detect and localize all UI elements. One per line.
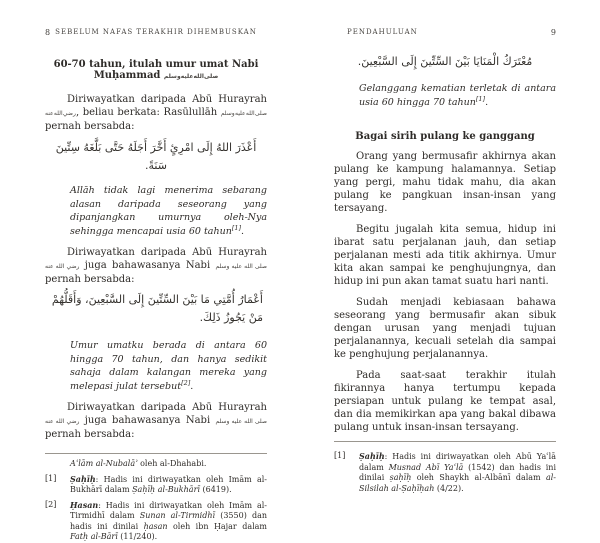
left-running-header xyxy=(45,28,267,39)
narration-2-text-2: juga bahawasanya Nabi xyxy=(79,260,216,271)
narration-3-text-2: juga bahawasanya Nabi xyxy=(79,415,216,426)
narration-paragraph-3 xyxy=(45,401,267,441)
left-footnotes xyxy=(45,453,267,543)
narration-3-text-3: pernah bersabda: xyxy=(45,429,135,440)
left-page-number: 8 xyxy=(45,28,51,37)
hadith-3-arabic: مُعْتَرَكُ الْمَنَايَا بَيْنَ السِّتِّينَ إِلَى السَّبْعِينَ. xyxy=(357,55,533,68)
right-page xyxy=(334,28,556,494)
hadith-2-translation xyxy=(70,339,267,393)
footnote-1-text xyxy=(70,474,267,496)
hadith-grade: Ṣaḥīḥ xyxy=(70,473,96,484)
hadith-1-arabic: أَعْذَرَ اللهُ إِلَى امْرِئٍ أَخَّرَ أَجَلَهُ حَتَّى بَلَّغَهُ سِتِّينَ سَنَةً. xyxy=(55,141,257,172)
footnote-1 xyxy=(334,451,556,494)
footnote-book-title: Fatḥ al-Bārī xyxy=(70,532,118,541)
hadith-grade-term: ḥasan xyxy=(143,521,168,531)
ra-honorific-icon: رضي الله عنه xyxy=(45,418,80,425)
narration-3-text: Diriwayatkan daripada Abū Hurayrah xyxy=(67,402,267,413)
hadith-3-translation xyxy=(359,82,556,109)
narration-paragraph-2 xyxy=(45,246,267,286)
footnote-2-body-3: oleh ibn Ḥajar dalam xyxy=(167,521,268,531)
narration-1-text-2: , beliau berkata: Rasūlullāh xyxy=(75,107,221,118)
footnote-1-body-2: (1542) dan hadis ini dinilai xyxy=(359,462,557,482)
body-paragraph-1: Orang yang bermusafir akhirnya akan pulang ke kampung halamannya. Setiap yang pergi, mahu tidak mahu, dia akan pulang ke pangkuan insan-insan yang tersayang. xyxy=(334,151,556,214)
narration-1-text-3: pernah bersabda: xyxy=(45,121,135,132)
sentence-period: . xyxy=(190,380,194,392)
hadith-grade: Ṣaḥīḥ xyxy=(359,451,385,461)
right-running-header xyxy=(334,28,556,39)
footnote-1-marker: [1] xyxy=(45,473,57,483)
left-page xyxy=(45,28,267,543)
saw-honorific-icon: صلى الله عليه وسلم xyxy=(220,110,267,117)
hadith-1-translation-text: Allāh tidak lagi menerima sebarang alasan daripada seseorang yang dipanjangkan umurnya oleh-Nya sehingga mencapai usia 60 tahun xyxy=(70,185,267,237)
footnote-continuation xyxy=(70,459,267,470)
hadith-grade: Ḥasan xyxy=(70,499,99,510)
footnote-book-title: Musnad Abī Yaʿlā xyxy=(388,462,464,472)
footnote-book-title: al-Silsilah al-Ṣaḥīḥah xyxy=(359,473,556,493)
narration-paragraph-1 xyxy=(45,93,267,133)
footnote-1-body-2: (6419). xyxy=(199,485,232,494)
narration-2-text: Diriwayatkan daripada Abū Hurayrah xyxy=(67,247,267,258)
hadith-2-arabic: أَعْمَارُ أُمَّتِي مَا بَيْنَ السِّتِّينَ إِلَى السَّبْعِينَ، وَأَقَلُّهُمْ مَنْ يَجُوزُ ذَلِكَ. xyxy=(51,293,263,324)
footnote-1-body-4: (4/22). xyxy=(434,483,464,493)
body-paragraph-3: Sudah menjadi kebiasaan bahawa seseorang yang bermusafir akan sibuk dengan urusan yang menjadi tujuan perjalanannya, kecuali setelah dia sampai ke penghujung perjalanannya. xyxy=(334,297,556,360)
saw-honorific-icon: صلى الله عليه وسلم xyxy=(163,73,219,80)
footnote-1 xyxy=(45,474,267,496)
sentence-period: . xyxy=(241,225,245,237)
footnote-2-marker: [2] xyxy=(45,499,57,509)
footnote-ref-1: [1] xyxy=(475,94,486,103)
ra-honorific-icon: رضي الله عنه xyxy=(45,110,76,117)
footnote-2-text xyxy=(70,500,267,543)
saw-honorific-icon: صلى الله عليه وسلم xyxy=(215,418,267,425)
body-paragraph-4: Pada saat-saat terakhir itulah fikirannya hanya tertumpu kepada persiapan untuk pulang ke tempat asal, dan dia memikirkan apa yang bakal dibawa pulang untuk insan-insan tersayang. xyxy=(334,370,556,433)
footnote-ref-2: [2] xyxy=(181,378,191,387)
footnote-book-title: Aʿlām al-Nubalāʾ xyxy=(70,459,138,468)
section-heading-sirih-pulang: Bagai sirih pulang ke ganggang xyxy=(355,131,535,142)
footnote-2 xyxy=(45,500,267,543)
right-footnotes xyxy=(334,441,556,494)
footnote-1-marker: [1] xyxy=(334,451,346,460)
sentence-period: . xyxy=(485,96,489,108)
footnote-2-body-2: (3550) dan hadis ini dinilai xyxy=(70,511,267,531)
hadith-3-translation-text: Gelanggang kematian terletak di antara usia 60 hingga 70 tahun xyxy=(359,83,556,108)
right-page-number: 9 xyxy=(550,28,556,37)
hadith-grade-term: ṣaḥīḥ xyxy=(389,473,412,482)
footnote-continuation-text: oleh al-Dhahabi. xyxy=(137,459,207,468)
footnote-1-body: : Hadis ini diriwayatkan oleh Abū Yaʿlā dalam xyxy=(359,452,556,472)
narration-1-text: Diriwayatkan daripada Abū Hurayrah xyxy=(67,94,267,105)
body-paragraph-2: Begitu jugalah kita semua, hidup ini ibarat satu perjalanan jauh, dan setiap perjalanan mesti ada titik akhirnya. Umur kita akan sampai ke penghujungnya, dan hidup ini pun akan tamat suatu hari nanti. xyxy=(334,224,556,287)
hadith-1-translation xyxy=(70,184,267,238)
ra-honorific-icon: رضي الله عنه xyxy=(45,263,80,270)
footnote-1-body: : Hadis ini diriwayatkan oleh Imām al-Bukhārī dalam xyxy=(70,474,267,494)
section-heading-text: 60-70 tahun, itulah umur umat Nabi Muḥammad xyxy=(53,59,259,81)
footnote-2-body-4: (11/240). xyxy=(117,532,158,541)
right-header-title: PENDAHULUAN xyxy=(347,28,418,36)
narration-2-text-3: pernah bersabda: xyxy=(45,274,135,285)
footnote-1-body-3: oleh Shaykh al-Albānī dalam xyxy=(411,473,546,482)
saw-honorific-icon: صلى الله عليه وسلم xyxy=(215,263,267,270)
footnote-2-body: : Hadis ini diriwayatkan oleh Imām al-Tirmidhī dalam xyxy=(70,500,267,520)
footnote-book-title: Ṣaḥīḥ al-Bukhārī xyxy=(132,485,200,494)
hadith-2-translation-text: Umur umatku berada di antara 60 hingga 70 tahun, dan hanya sedikit sahaja dalam kalangan mereka yang melepasi julat tersebut xyxy=(70,340,267,392)
section-heading-umur-umat xyxy=(45,59,267,81)
footnote-book-title: Sunan al-Tirmidhī xyxy=(139,511,216,520)
left-header-title: SEBELUM NAFAS TERAKHIR DIHEMBUSKAN xyxy=(55,28,257,36)
footnote-1-text xyxy=(359,451,556,494)
footnote-ref-1: [1] xyxy=(231,223,242,232)
